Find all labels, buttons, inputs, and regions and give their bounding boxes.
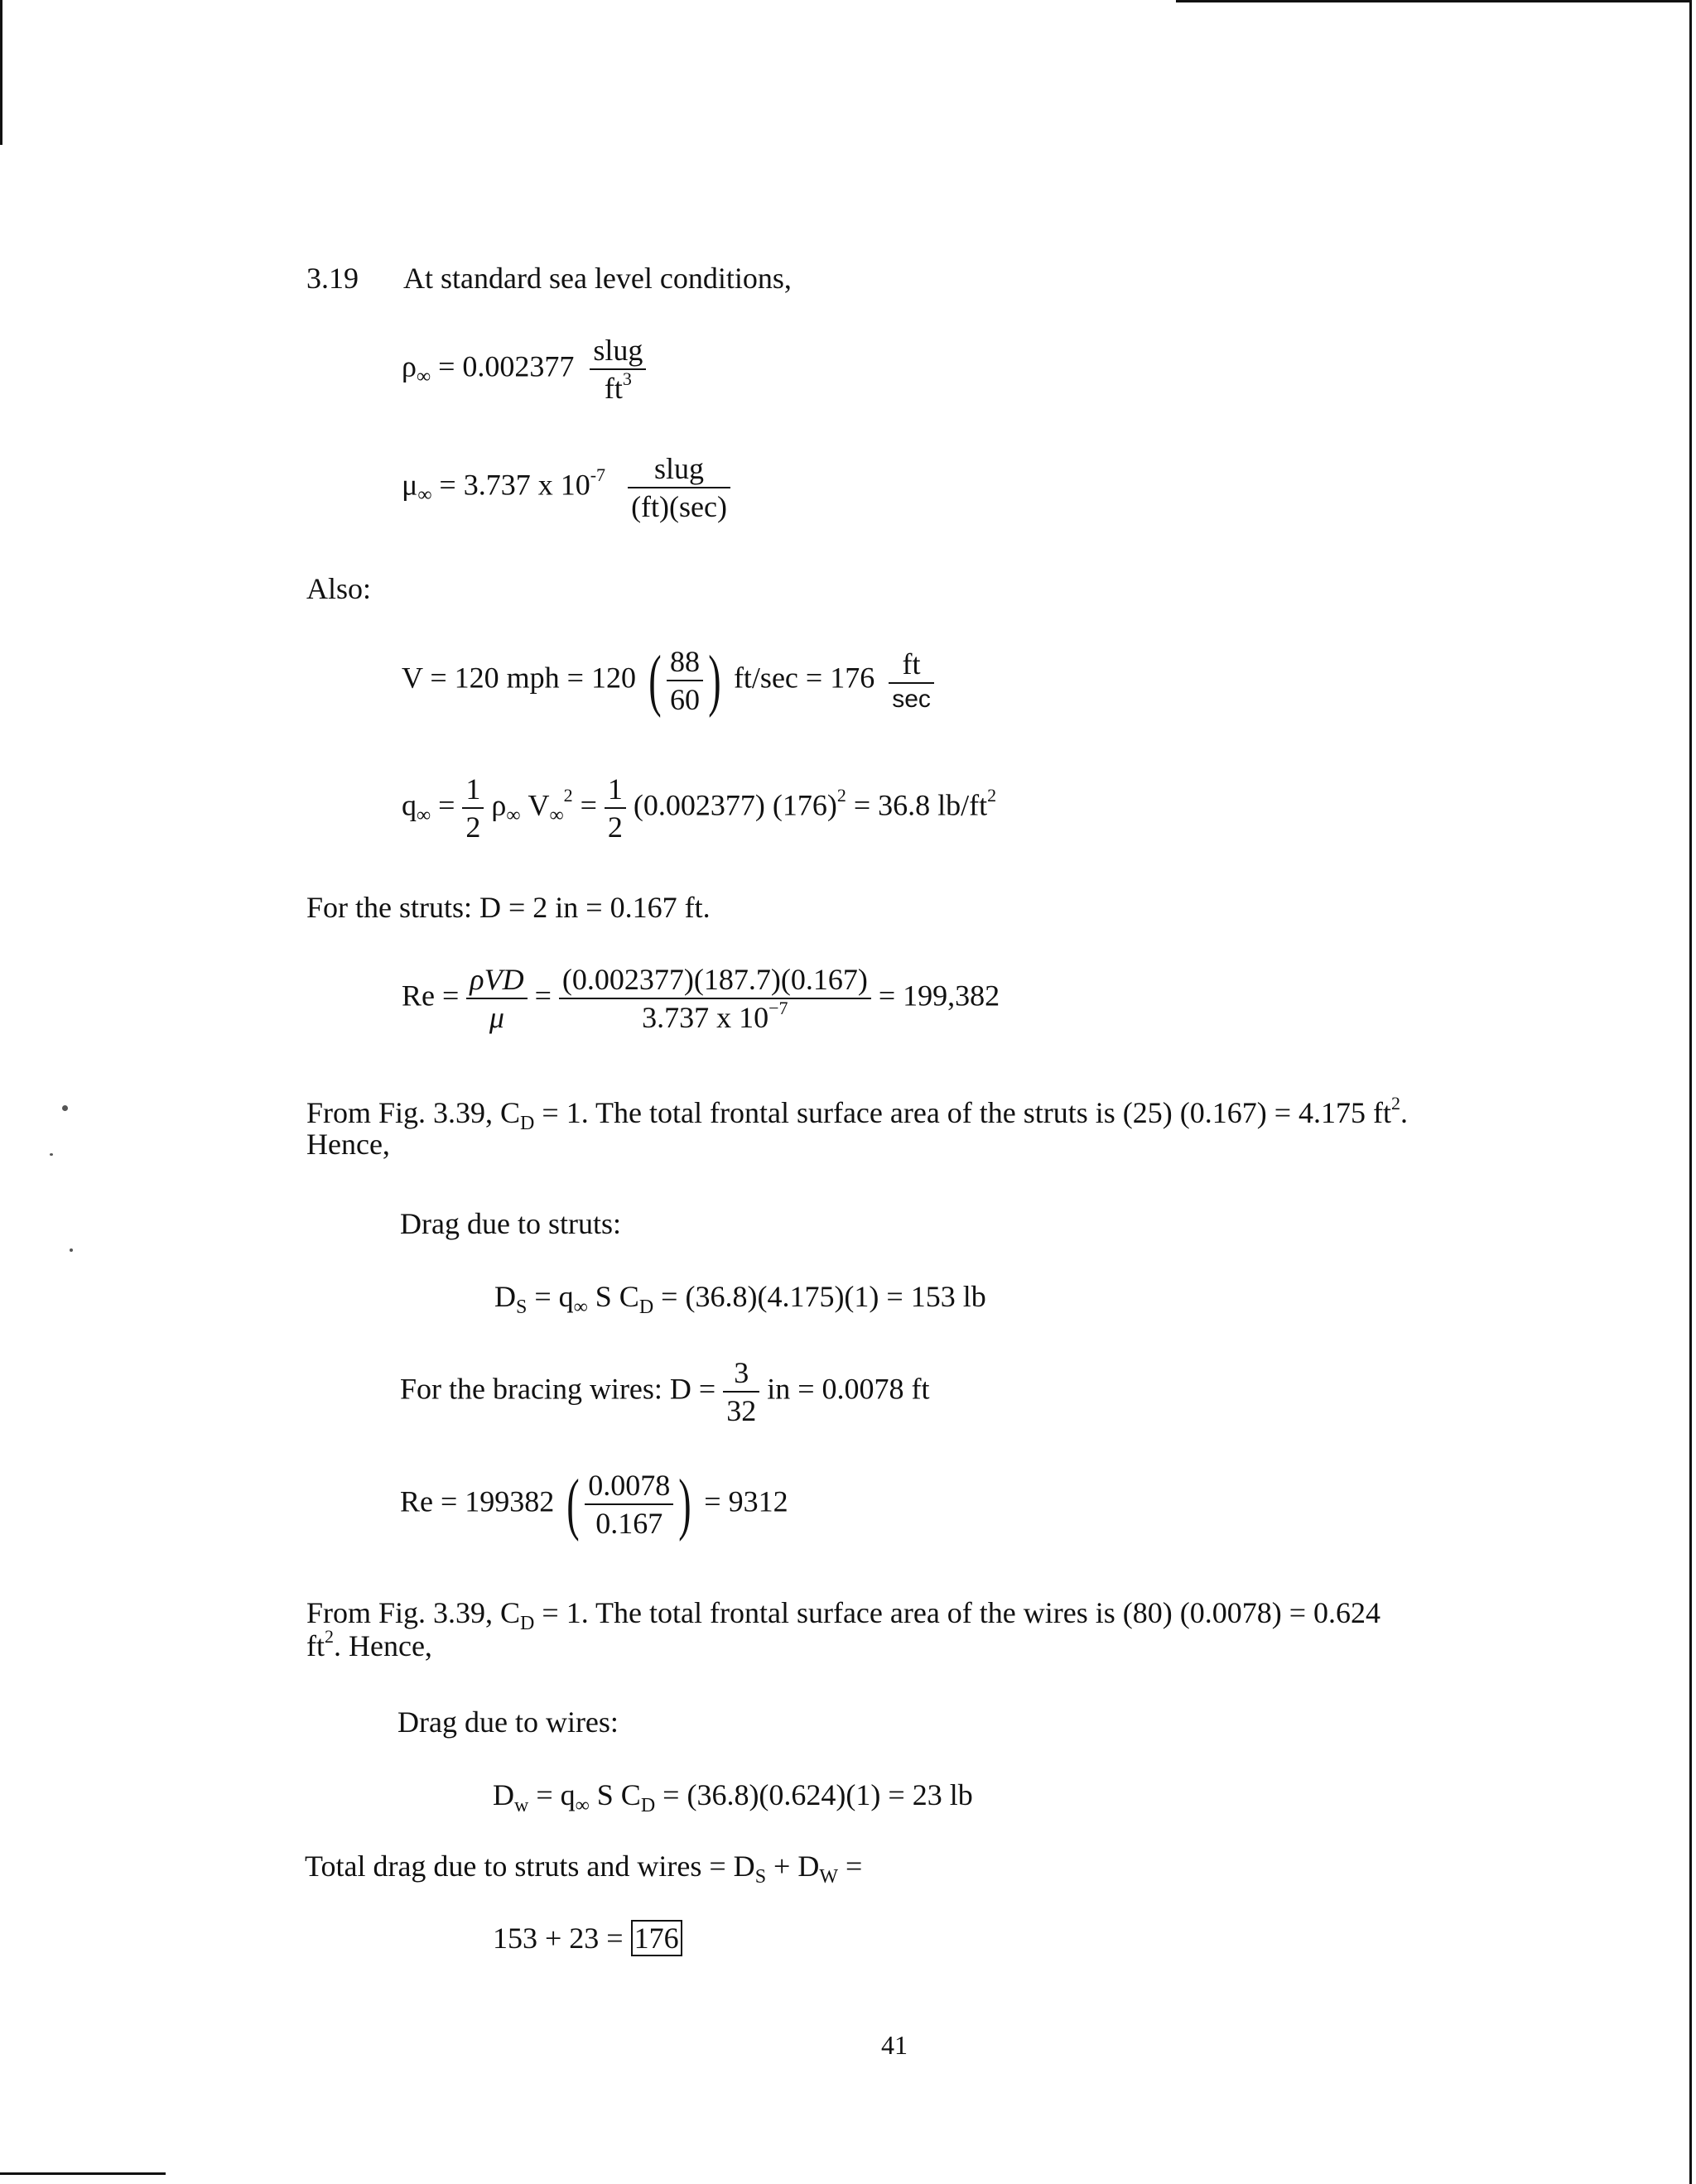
wire-diameter-fraction — [723, 1358, 759, 1426]
dynamic-pressure-equation — [402, 774, 996, 842]
problem-number: 3.19 — [306, 262, 359, 295]
re-wires-lhs: Re = 199382 — [400, 1484, 555, 1518]
mu-equation — [402, 454, 730, 522]
intro-text: At standard sea level conditions, — [403, 262, 792, 295]
total-plus: + D — [766, 1850, 820, 1883]
dw-c-subscript: D — [640, 1795, 656, 1816]
half-fraction-2 — [605, 774, 626, 842]
left-paren: ( — [566, 1465, 580, 1542]
total-equals: = — [838, 1850, 863, 1883]
rho-equation — [402, 335, 646, 403]
rho-value: = 0.002377 — [438, 349, 575, 383]
q-result-exponent: 2 — [987, 785, 997, 806]
scan-edge-left — [0, 0, 2, 145]
rho-unit-fraction — [590, 335, 646, 403]
cd-wires-text-3: ft — [306, 1629, 325, 1662]
re-symbolic-numerator: ρVD — [466, 965, 527, 999]
cd-struts-line — [306, 1093, 1409, 1134]
bracing-wires-equation — [400, 1358, 930, 1426]
reynolds-struts-equation — [402, 965, 1000, 1032]
velocity-unit-numerator: ft — [889, 649, 934, 684]
re-numeric-fraction — [559, 965, 871, 1032]
re-wires-result: = 9312 — [704, 1484, 788, 1518]
rho-unit-den-exponent: 3 — [622, 368, 632, 389]
half-numerator-2: 1 — [605, 774, 626, 809]
cd-wires-subscript: D — [520, 1613, 535, 1634]
mu-symbol: μ — [402, 468, 418, 502]
mu-unit-denominator: (ft)(sec) — [631, 490, 727, 523]
q-rho-subscript: ∞ — [506, 805, 521, 827]
re-wires-fraction — [585, 1470, 673, 1538]
dw-result: = (36.8)(0.624)(1) = 23 lb — [655, 1778, 973, 1811]
q-v: V — [528, 788, 550, 822]
also-label: Also: — [306, 572, 372, 605]
cd-struts-text-3: . — [1400, 1096, 1409, 1129]
drag-struts-label: Drag due to struts: — [400, 1207, 621, 1240]
mu-unit-fraction — [628, 454, 730, 522]
rho-unit-denominator — [590, 370, 646, 403]
ds-d: D — [494, 1280, 516, 1313]
re-numeric-numerator: (0.002377)(187.7)(0.167) — [559, 965, 871, 999]
re-symbolic-fraction — [466, 965, 527, 1032]
half-numerator: 1 — [462, 774, 484, 809]
drag-wires-equation — [493, 1778, 973, 1816]
wire-diameter-numerator: 3 — [723, 1358, 759, 1393]
left-paren: ( — [648, 642, 662, 719]
scan-speck — [70, 1248, 73, 1252]
rho-unit-numerator: slug — [590, 335, 646, 370]
cd-wires-line — [306, 1596, 1381, 1634]
mu-value: = 3.737 x 10 — [439, 468, 590, 502]
dw-s-c: S C — [589, 1778, 641, 1811]
mu-subscript: ∞ — [417, 484, 432, 507]
q-result: = 36.8 lb/ft — [853, 788, 988, 822]
cd-wires-exponent: 2 — [325, 1626, 334, 1647]
rho-symbol: ρ — [402, 349, 417, 383]
struts-intro: For the struts: D = 2 in = 0.167 ft. — [306, 891, 711, 924]
total-s-subscript: S — [754, 1866, 767, 1888]
cd-struts-subscript: D — [520, 1113, 535, 1134]
conversion-denominator: 60 — [669, 683, 700, 716]
hence-struts: Hence, — [306, 1128, 390, 1161]
re-wires-numerator: 0.0078 — [585, 1470, 673, 1505]
final-answer-box: 176 — [631, 1920, 682, 1956]
q-v-exponent: 2 — [563, 785, 573, 806]
dw-d-subscript: w — [514, 1795, 529, 1816]
re-symbolic-denominator: μ — [489, 1001, 504, 1034]
cd-wires-line-2 — [306, 1626, 432, 1662]
scan-edge-bottom — [0, 2172, 166, 2175]
ds-result: = (36.8)(4.175)(1) = 153 lb — [653, 1280, 986, 1313]
ds-c-subscript: D — [638, 1296, 654, 1318]
cd-wires-text-2: = 1. The total frontal surface area of the wires is (80) (0.0078) = 0.624 — [534, 1596, 1381, 1629]
scan-edge-top — [1176, 0, 1689, 2]
re-wires-denominator: 0.167 — [595, 1507, 663, 1540]
cd-struts-text-2: = 1. The total frontal surface area of the struts is (25) (0.167) = 4.175 ft — [534, 1096, 1392, 1129]
total-w-subscript: W — [819, 1866, 839, 1888]
rho-subscript: ∞ — [416, 366, 431, 388]
q-substitution-exponent: 2 — [836, 785, 846, 806]
ds-s-c: S C — [587, 1280, 639, 1313]
q-v-subscript: ∞ — [549, 805, 564, 827]
re-den-exponent: −7 — [768, 998, 788, 1018]
wires-rest: in = 0.0078 ft — [767, 1372, 930, 1406]
velocity-lhs: V = 120 mph = 120 — [402, 661, 636, 695]
scan-speck — [62, 1105, 68, 1111]
dw-eq-q: = q — [536, 1778, 576, 1811]
re-numeric-denominator — [559, 999, 871, 1032]
re-equals: = — [534, 979, 552, 1013]
mu-exponent: -7 — [590, 464, 606, 486]
velocity-unit-denominator: sec — [892, 686, 931, 713]
drag-wires-label: Drag due to wires: — [398, 1705, 619, 1739]
page-number: 41 — [881, 2030, 908, 2060]
dw-d: D — [493, 1778, 514, 1811]
q-symbol: q — [402, 788, 417, 822]
total-drag-line — [305, 1850, 863, 1888]
conversion-numerator: 88 — [667, 647, 703, 681]
q-substitution: (0.002377) (176) — [633, 788, 837, 822]
wire-diameter-denominator: 32 — [726, 1394, 757, 1427]
ds-d-subscript: S — [516, 1296, 528, 1318]
q-equals: = — [438, 788, 455, 822]
half-denominator-2: 2 — [607, 811, 623, 844]
final-sum: 153 + 23 = — [493, 1922, 624, 1955]
final-answer-line — [493, 1923, 682, 1953]
right-paren: ) — [678, 1465, 691, 1542]
velocity-unit-fraction — [889, 649, 934, 712]
drag-struts-equation — [494, 1280, 986, 1318]
total-text: Total drag due to struts and wires = D — [305, 1850, 755, 1883]
half-denominator: 2 — [465, 811, 481, 844]
ds-q-subscript: ∞ — [573, 1296, 588, 1318]
dw-q-subscript: ∞ — [575, 1795, 590, 1816]
scan-edge-right — [1689, 0, 1692, 2184]
cd-wires-text-1: From Fig. 3.39, C — [306, 1596, 521, 1629]
velocity-equation — [402, 642, 934, 719]
q-equals-2: = — [580, 788, 597, 822]
conversion-fraction — [667, 647, 703, 714]
right-paren: ) — [708, 642, 721, 719]
cd-struts-exponent: 2 — [1391, 1093, 1401, 1114]
re-lhs: Re = — [402, 979, 460, 1013]
re-result: = 199,382 — [878, 979, 1000, 1013]
cd-struts-text-1: From Fig. 3.39, C — [306, 1096, 521, 1129]
q-rho: ρ — [491, 788, 507, 822]
re-den-text: 3.737 x 10 — [642, 1001, 769, 1034]
reynolds-wires-equation — [400, 1465, 788, 1542]
velocity-mid: ft/sec = 176 — [733, 661, 875, 695]
scan-speck — [50, 1153, 53, 1156]
cd-wires-text-4: . Hence, — [334, 1629, 432, 1662]
half-fraction — [462, 774, 484, 842]
mu-unit-numerator: slug — [628, 454, 730, 488]
rho-unit-den-text: ft — [604, 372, 623, 405]
q-subscript: ∞ — [417, 805, 431, 827]
wires-lhs: For the bracing wires: D = — [400, 1372, 716, 1406]
ds-eq-q: = q — [534, 1280, 574, 1313]
